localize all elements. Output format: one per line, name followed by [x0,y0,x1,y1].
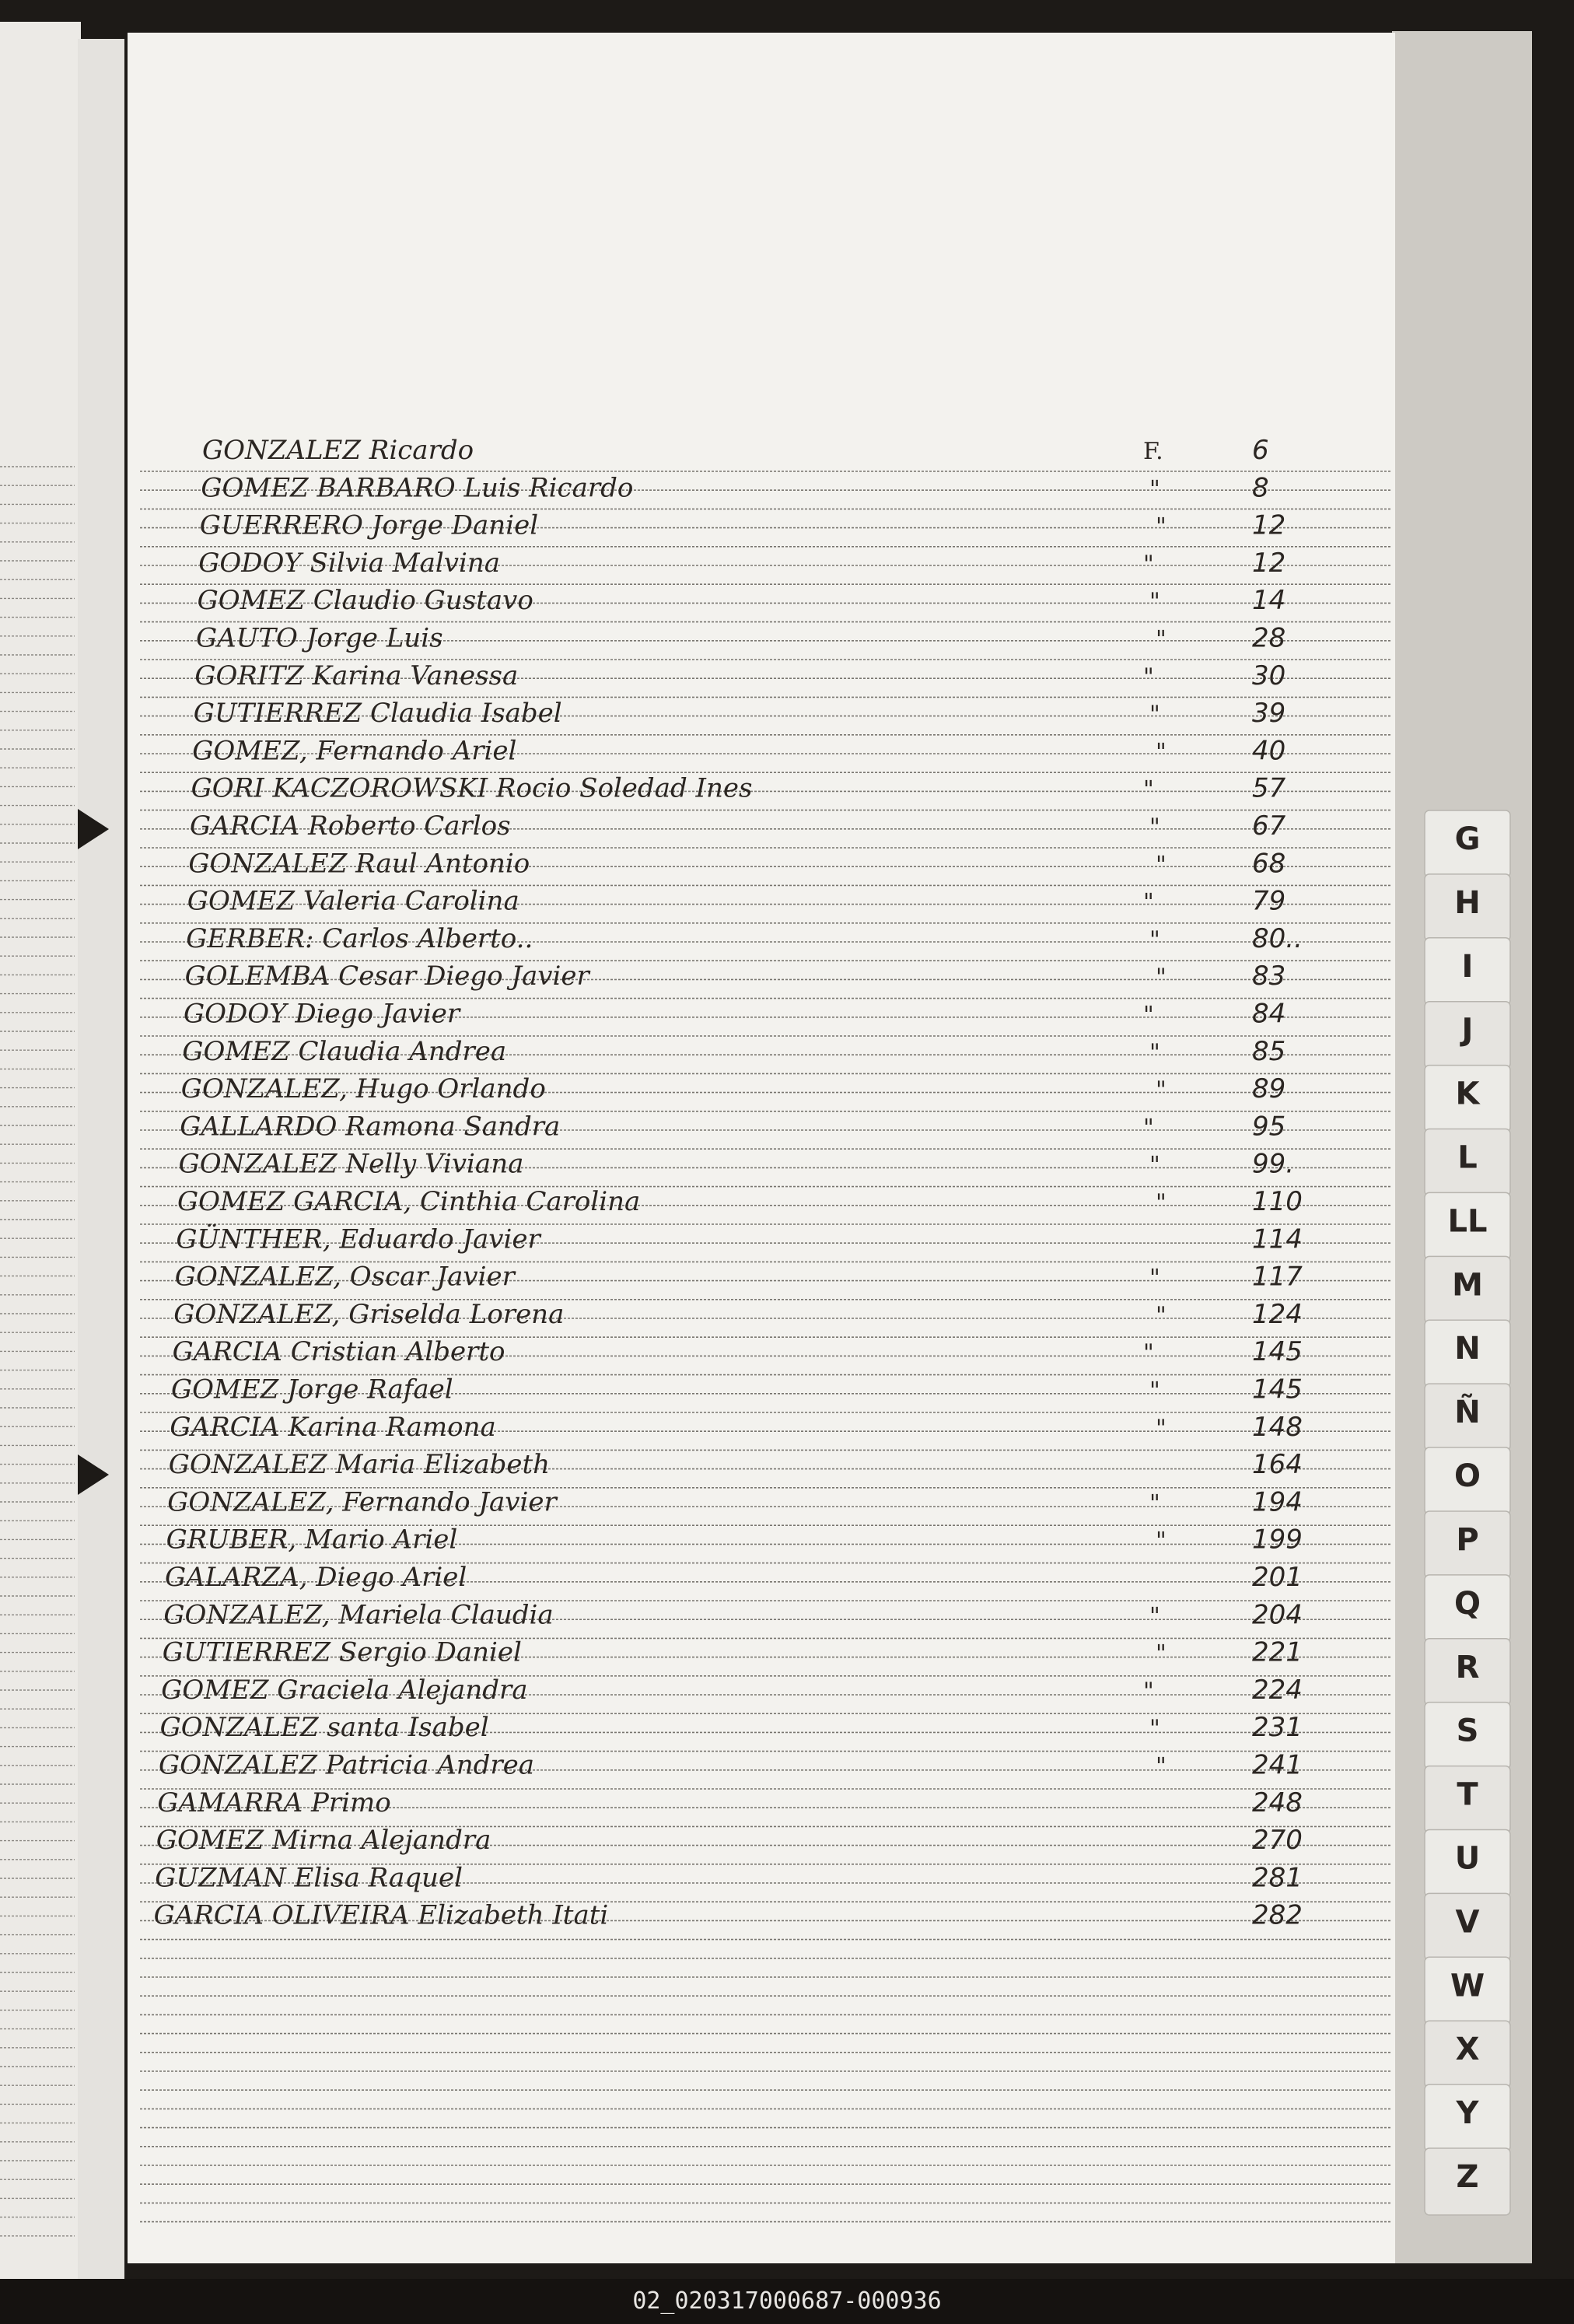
entry-page-number: 231 [1252,1712,1303,1744]
entry-name: GONZALEZ, Oscar Javier [174,1261,515,1293]
tab-letter: L [1457,1139,1478,1176]
entry-name: GARCIA Roberto Carlos [190,810,511,842]
entry-mark: " [1149,814,1160,841]
entry-mark: " [1149,1602,1160,1630]
tab-letter: LL [1447,1203,1488,1240]
entry-page-number: 145 [1252,1336,1303,1368]
tab-letter: H [1454,884,1481,921]
entry-mark: " [1156,1301,1167,1329]
entry-name: GONZALEZ, Griselda Lorena [173,1298,565,1330]
entry-name: GALLARDO Ramona Sandra [180,1111,561,1143]
entry-mark: " [1143,1001,1154,1029]
tab-letter: V [1455,1904,1480,1941]
tab-letter: Ñ [1454,1395,1481,1431]
entry-page-number: 39 [1252,698,1286,730]
entry-name: GUTIERREZ Claudia Isabel [193,698,562,730]
tab-letter: K [1455,1076,1480,1112]
entry-name: GRUBER, Mario Ariel [166,1524,458,1556]
entry-page-number: 95 [1252,1111,1286,1143]
entry-mark: " [1156,1640,1167,1668]
entry-mark: " [1149,1715,1160,1743]
tab-letter: U [1454,1840,1481,1877]
entry-page-number: 14 [1252,585,1286,617]
entry-name: GORITZ Karina Vanessa [194,660,519,691]
entry-name: GÜNTHER, Eduardo Javier [176,1223,540,1255]
tab-letter: I [1461,948,1474,985]
entry-page-number: 79 [1252,885,1286,917]
entry-name: GOMEZ Valeria Carolina [187,885,519,917]
entry-mark: " [1149,1489,1160,1517]
entry-page-number: 164 [1252,1449,1303,1481]
entry-name: GOMEZ Claudio Gustavo [197,585,533,617]
entry-page-number: 57 [1252,772,1286,804]
entry-page-number: 124 [1252,1298,1303,1330]
entry-page-number: 224 [1252,1674,1303,1706]
entry-page-number: 85 [1252,1035,1286,1067]
entry-mark: " [1156,964,1167,992]
alphabet-tabs [1425,810,1510,2215]
tab-letter: T [1457,1776,1478,1813]
entry-mark: " [1149,926,1160,954]
entry-page-number: 201 [1252,1562,1303,1593]
entry-page-number: 248 [1252,1787,1303,1818]
entry-name: GONZALEZ Patricia Andrea [159,1749,535,1781]
entry-mark: " [1156,1752,1167,1780]
entry-name: GARCIA Karina Ramona [170,1411,496,1443]
entry-page-number: 204 [1252,1599,1303,1631]
entry-page-number: 145 [1252,1374,1303,1405]
entry-name: GONZALEZ, Mariela Claudia [163,1599,554,1631]
tab-letter: Y [1456,2095,1479,2132]
entry-mark: " [1156,625,1167,653]
entry-mark: " [1149,1151,1160,1179]
entry-mark: " [1143,663,1154,691]
entry-mark: " [1149,475,1160,503]
tab-letter: O [1453,1458,1481,1495]
scan-identifier: 02_020317000687-000936 [0,2279,1574,2324]
entry-name: GORI KACZOROWSKI Rocio Soledad Ines [191,772,753,804]
entry-page-number: 80.. [1252,922,1303,954]
left-page [0,22,81,2281]
entry-name: GAMARRA Primo [157,1787,391,1818]
entry-name: GUERRERO Jorge Daniel [199,509,539,541]
entry-name: GAUTO Jorge Luis [196,622,443,654]
entry-name: GERBER: Carlos Alberto.. [186,922,533,954]
entry-page-number: 12 [1252,509,1286,541]
entry-page-number: 28 [1252,622,1286,654]
entry-mark: F. [1143,438,1163,465]
left-page-edge [78,39,124,2279]
entry-page-number: 40 [1252,735,1286,767]
entry-page-number: 281 [1252,1862,1303,1894]
entry-name: GUTIERREZ Sergio Daniel [162,1636,522,1668]
entry-page-number: 282 [1252,1899,1303,1931]
entry-name: GONZALEZ Nelly Viviana [178,1148,524,1180]
tab-letter: P [1456,1521,1479,1558]
entry-name: GONZALEZ santa Isabel [159,1712,489,1744]
entry-name: GONZALEZ Ricardo [202,435,474,466]
entry-name: GONZALEZ Raul Antonio [188,848,530,880]
entry-page-number: 117 [1252,1261,1303,1293]
entry-name: GARCIA OLIVEIRA Elizabeth Itati [153,1899,609,1931]
entry-page-number: 68 [1252,848,1286,880]
entry-page-number: 194 [1252,1486,1303,1518]
entry-mark: " [1143,1339,1154,1367]
tab-letter: Q [1453,1585,1481,1622]
entry-name: GALARZA, Diego Ariel [165,1562,467,1593]
tab-letter: S [1456,1713,1479,1749]
entry-page-number: 83 [1252,961,1286,992]
entry-name: GOMEZ Mirna Alejandra [156,1825,491,1857]
entry-name: GUZMAN Elisa Raquel [155,1862,463,1894]
entry-mark: " [1149,701,1160,729]
tab-letter: M [1452,1267,1483,1304]
entry-name: GOMEZ GARCIA, Cinthia Carolina [177,1186,641,1217]
entry-page-number: 30 [1252,660,1286,691]
entry-page-number: 241 [1252,1749,1303,1781]
entry-page-number: 12 [1252,547,1286,579]
entry-page-number: 84 [1252,998,1286,1030]
tab-letter: J [1461,1012,1474,1048]
entry-page-number: 8 [1252,472,1269,504]
entry-name: GODOY Diego Javier [184,998,460,1030]
entry-mark: " [1143,550,1154,578]
tab-letter: G [1454,821,1481,857]
entry-mark: " [1156,1189,1167,1216]
entry-mark: " [1156,738,1167,766]
entry-mark: " [1156,1527,1167,1555]
entry-mark: " [1156,1076,1167,1104]
entry-name: GODOY Silvia Malvina [198,547,501,579]
entry-mark: " [1156,1414,1167,1442]
entry-name: GONZALEZ Maria Elizabeth [168,1449,551,1481]
tab-letter: X [1455,2032,1480,2068]
entry-page-number: 199 [1252,1524,1303,1556]
entry-mark: " [1149,1038,1160,1066]
tab-letter: N [1454,1331,1481,1367]
entry-name: GOMEZ BARBARO Luis Ricardo [201,472,634,504]
entry-name: GONZALEZ, Hugo Orlando [180,1073,546,1105]
entry-page-number: 221 [1252,1636,1303,1668]
tab-letter: Z [1456,2159,1479,2195]
entry-page-number: 67 [1252,810,1286,842]
entry-name: GOLEMBA Cesar Diego Javier [184,961,589,992]
entry-mark: " [1143,1114,1154,1142]
entry-name: GOMEZ Graciela Alejandra [161,1674,528,1706]
entry-page-number: 110 [1252,1186,1303,1217]
entry-name: GONZALEZ, Fernando Javier [167,1486,557,1518]
entry-page-number: 148 [1252,1411,1303,1443]
entry-mark: " [1149,588,1160,616]
entry-mark: " [1156,851,1167,879]
tab-letter: R [1455,1649,1480,1685]
entry-page-number: 6 [1252,435,1269,466]
entry-mark: " [1143,1677,1154,1705]
tab-letter: W [1450,1968,1485,2004]
entry-mark: " [1149,1264,1160,1292]
entry-name: GOMEZ, Fernando Ariel [192,735,517,767]
entry-name: GOMEZ Jorge Rafael [171,1374,453,1405]
entry-page-number: 270 [1252,1825,1303,1857]
entry-mark: " [1143,888,1154,916]
entry-page-number: 99. [1252,1148,1295,1180]
entry-mark: " [1156,513,1167,541]
entry-mark: " [1143,775,1154,803]
entry-name: GOMEZ Claudia Andrea [182,1035,507,1067]
entry-mark: " [1149,1377,1160,1405]
entry-page-number: 114 [1252,1223,1303,1255]
entry-page-number: 89 [1252,1073,1286,1105]
entry-name: GARCIA Cristian Alberto [172,1336,505,1368]
